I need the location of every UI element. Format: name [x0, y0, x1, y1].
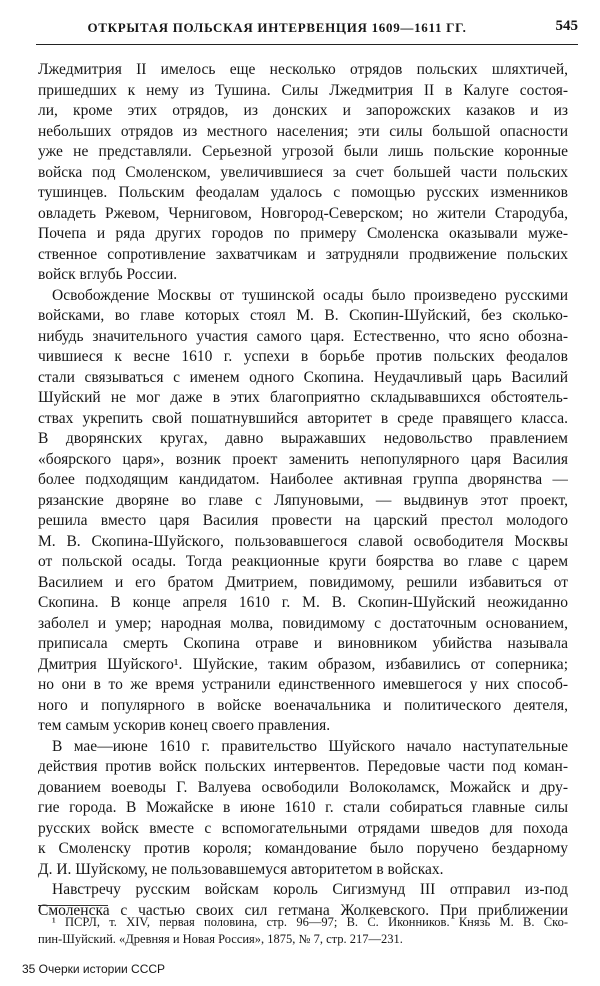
text-line: Д. И. Шуйскому, не пользовавшемуся авторитетом в войсках. [38, 860, 444, 878]
text-line: Навстречу русским войскам король Сигизмунд III отправил из-под [52, 881, 568, 898]
text-line: пришедших к нему из Тушина. Силы Лжедмитрия II в Калуге состоя- [38, 81, 568, 99]
text-line: войска под Смоленском, увеличившиеся за счет большей части польских [38, 163, 568, 181]
text-line: к Смоленску против короля; командование было поручено бездарному [38, 840, 568, 857]
text-line: уже не представляли. Серьезной угрозой были лишь польские коронные [38, 143, 568, 160]
text-line: русских войск вместе с вспомогательными отрядами шведов для похода [38, 819, 568, 837]
text-line: заболел и умер; народная молва, повидимому с достаточным основанием, [38, 614, 568, 632]
body-text [38, 60, 568, 921]
footnote-line: ¹ ПСРЛ, т. XIV, первая половина, стр. 96—97; В. С. Иконников. Князь М. В. Ско- [52, 915, 568, 929]
text-line: Освобождение Москвы от тушинской осады было произведено русскими [52, 286, 568, 304]
text-line: приписала смерть Скопина отраве и виновником убийства называла [38, 635, 568, 652]
text-line: Василием и его братом Дмитрием, повидимому, решили избавиться от [38, 573, 568, 591]
text-line: рязанские дворяне во главе с Ляпуновыми, — выдвинув этот проект, [38, 491, 568, 509]
text-line: от польской осады. Тогда реакционные круги боярства во главе с царем [38, 553, 568, 570]
page-number: 545 [555, 18, 578, 34]
text-line: «боярского царя», возник проект заменить непопулярного царя Василия [38, 450, 568, 468]
text-line: ли, кроме этих отрядов, из донских и запорожских казаков и из [38, 102, 568, 119]
text-line: дованием воеводы Г. Валуева освободили Волоколамск, Можайск и дру- [38, 778, 568, 796]
text-line: Лжедмитрия II имелось еще несколько отрядов польских шляхтичей, [38, 61, 568, 78]
text-line: ного и популярного в войске военачальника и политического деятеля, [38, 696, 568, 714]
text-line: более подходящим кандидатом. Наиболее активная группа дворянства — [38, 471, 568, 488]
paragraph [38, 60, 568, 286]
footnotes [38, 914, 568, 948]
text-line: В дворянских кругах, давно выражавших недовольство правлением [38, 430, 568, 447]
text-line: войск вглубь России. [38, 266, 178, 283]
text-line: В мае—июне 1610 г. правительство Шуйского начало наступательные [52, 737, 568, 755]
text-line: Смоленска с частью своих сил гетмана Жолкевского. При приближении [38, 901, 568, 919]
paragraph [38, 286, 568, 737]
text-line: Дмитрия Шуйского¹. Шуйские, таким образом, избавились от соперника; [38, 655, 568, 673]
text-line: овладеть Ржевом, Черниговом, Новгород-Северском; но жители Стародуба, [38, 204, 568, 222]
text-line: действия против войск польских интервентов. Передовые части под коман- [38, 758, 568, 775]
page-header [36, 18, 578, 45]
text-line: но они в то же время устранили единственного имевшегося у них способ- [38, 676, 568, 693]
text-line: Почепа и ряда других городов по примеру Смоленска оказывали муже- [38, 225, 568, 242]
text-line: небольших отрядов из местного населения; эти силы большой опасности [38, 122, 568, 140]
text-line: ствах укрепить свой пошатнувшийся авторитет в среде правящего класса. [38, 409, 568, 427]
text-line: М. В. Скопина-Шуйского, пользовавшегося славой освободителя Москвы [38, 532, 568, 550]
running-title: ОТКРЫТАЯ ПОЛЬСКАЯ ИНТЕРВЕНЦИЯ 1609—1611 ГГ. [87, 20, 467, 35]
text-line: гие города. В Можайске в июне 1610 г. стали собираться главные силы [38, 799, 568, 816]
text-line: решила вместо царя Василия провести на царский престол молодого [38, 512, 568, 529]
text-line: чившиеся к весне 1610 г. успехи в борьбе против польских феодалов [38, 348, 568, 365]
text-line: Шуйский не мог даже в этих благоприятно складывавшихся обстоятель- [38, 389, 568, 406]
paragraph [38, 737, 568, 881]
text-line: стали связываться с именем одного Скопина. Неудачливый царь Василий [38, 368, 568, 386]
text-line: тушинцев. Польским феодалам удалось с помощью русских изменников [38, 184, 568, 201]
printer-signature: 35 Очерки истории СССР [22, 962, 166, 976]
text-line: тем самым ускорив конец своего правления. [38, 717, 331, 734]
text-line: нибудь значительного участия самого царя. Естественно, что ясно обозна- [38, 327, 568, 345]
footnote-line: пин-Шуйский. «Древняя и Новая Россия», 1875, № 7, стр. 217—231. [38, 932, 403, 946]
text-line: войсками, во главе которых стоял М. В. Скопин-Шуйский, без сколько- [38, 307, 568, 324]
footnote-rule [38, 905, 108, 906]
text-line: Скопина. В конце апреля 1610 г. М. В. Скопин-Шуйский неожиданно [38, 594, 568, 611]
text-line: ственное сопротивление захватчикам и затрудняли продвижение польских [38, 245, 568, 263]
